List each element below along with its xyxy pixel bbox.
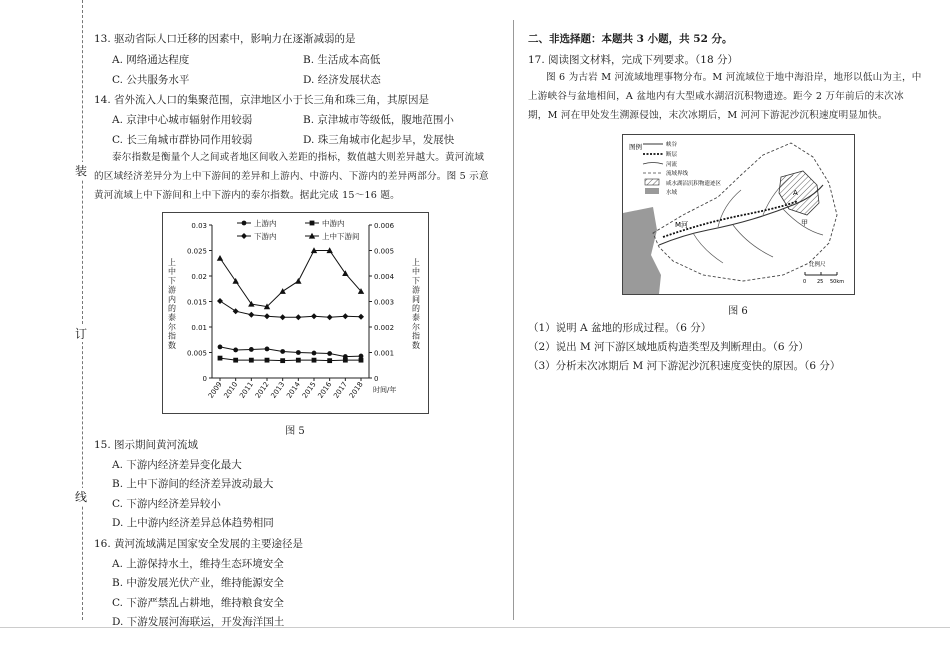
chart-left-axis-label-char: 游 [168, 285, 176, 295]
chart-right-axis-label-char: 泰 [412, 313, 420, 323]
q13-option-b: B. 生活成本高低 [303, 54, 381, 66]
chart-left-tick-label: 0.025 [186, 247, 207, 256]
q13-option-a: A. 网络通达程度 [112, 54, 190, 66]
chart-point-series-1 [296, 358, 301, 363]
chart-point-series-1 [359, 358, 364, 363]
q14-option-d: D. 珠三角城市化起步早，发展快 [303, 134, 455, 146]
chart-point-series-2 [217, 298, 223, 304]
chart-point-series-1 [265, 358, 270, 363]
chart-right-tick-label: 0.001 [374, 349, 395, 358]
intro-line-1: 泰尔指数是衡量个人之间或者地区间收入差距的指标，数值越大则差异越大。黄河流域 [112, 152, 485, 163]
intro-line-3: 黄河流域上中下游间和上中下游内的泰尔指数。据此完成 15～16 题。 [94, 190, 400, 201]
map-legend-deposit: 咸水湖沼沉积物遗迹区 [666, 181, 722, 187]
chart-right-axis-label-char: 尔 [412, 322, 420, 332]
chart-point-series-3 [279, 288, 285, 294]
chart-point-series-0 [296, 350, 301, 355]
chart-left-tick-label: 0.03 [191, 222, 207, 230]
chart-point-series-1 [233, 358, 238, 363]
chart-x-axis-label: 时间/年 [373, 386, 397, 394]
chart-right-axis-label-char: 下 [412, 276, 420, 286]
chart-point-series-0 [233, 348, 238, 353]
q17-sub-1: （1）说明 A 盆地的形成过程。（6 分） [528, 322, 712, 334]
chart-series-line-0 [220, 347, 361, 357]
chart-left-axis-label-char: 下 [168, 276, 176, 286]
map-scale-tick-0: 0 [803, 279, 807, 285]
map-fault [663, 201, 798, 237]
chart-point-series-2 [311, 313, 317, 319]
chart-left-axis-label-char: 的 [168, 304, 176, 313]
chart-point-series-2 [264, 313, 270, 319]
chart-right-tick-label: 0 [374, 375, 379, 383]
chart-right-axis-label-char: 数 [412, 340, 420, 350]
map-legend-deposit-symbol [645, 179, 659, 185]
q17-material-line-2: 上游峡谷与盆地相间，A 盆地内有大型咸水湖沼沉积物遗迹。距今 2 万年前后的末次冰 [528, 91, 904, 102]
chart-series-line-2 [220, 301, 361, 317]
chart-left-tick-label: 0 [202, 375, 207, 383]
map-legend-gorge: 峡谷 [666, 142, 678, 148]
map-label-jia: 甲 [801, 219, 808, 227]
section-2-heading: 二、非选择题：本题共 3 小题，共 52 分。 [528, 33, 733, 45]
chart-legend-marker [242, 221, 247, 226]
chart-x-tick-label: 2013 [269, 380, 287, 400]
chart-point-series-1 [280, 358, 285, 363]
chart-left-tick-label: 0.005 [186, 349, 207, 358]
chart-point-series-0 [218, 344, 223, 349]
map-legend-water: 水域 [666, 190, 678, 196]
chart-left-axis-label-char: 指 [168, 331, 176, 341]
chart-right-axis-label-char: 的 [412, 304, 420, 313]
binding-char-zhuang: 装 [70, 162, 92, 179]
chart-point-series-0 [265, 347, 270, 352]
chart-right-axis-label-char: 指 [412, 331, 420, 341]
q14-stem: 14. 省外流入人口的集聚范围，京津地区小于长三角和珠三角，其原因是 [94, 94, 430, 106]
chart-point-series-2 [295, 314, 301, 320]
map-label-m-river: M河 [675, 221, 689, 229]
chart-left-tick-label: 0.015 [186, 298, 207, 307]
chart-right-tick-label: 0.002 [374, 324, 395, 332]
q13-option-c: C. 公共服务水平 [112, 74, 190, 86]
chart-left-tick-label: 0.01 [191, 324, 207, 332]
q14-option-c: C. 长三角城市群协同作用较弱 [112, 134, 253, 146]
q15-option-c: C. 下游内经济差异较小 [112, 498, 221, 510]
q14-option-a: A. 京津中心城市辐射作用较弱 [112, 114, 253, 126]
q14-option-b: B. 京津城市等级低，腹地范围小 [303, 114, 454, 126]
map-scale-tick-50: 50km [830, 279, 845, 285]
chart-point-series-0 [280, 349, 285, 354]
figure-6-map [622, 134, 855, 295]
chart-x-tick-label: 2016 [316, 380, 334, 400]
chart-point-series-1 [312, 358, 317, 363]
figure-6-caption: 图 6 [728, 306, 748, 317]
map-tributary-2 [733, 225, 773, 257]
chart-x-tick-label: 2014 [285, 380, 302, 400]
chart-right-axis-label-char: 上 [412, 258, 420, 267]
chart-point-series-3 [217, 255, 223, 261]
chart-x-tick-label: 2017 [332, 380, 349, 400]
chart-right-tick-label: 0.005 [374, 247, 395, 256]
chart-left-axis-label-char: 中 [168, 267, 176, 277]
chart-x-tick-label: 2012 [253, 380, 271, 400]
chart-legend-marker [241, 233, 247, 239]
map-svg [623, 135, 854, 294]
chart-left-axis-label-char: 泰 [168, 313, 176, 323]
map-legend-boundary: 流域界线 [666, 171, 689, 177]
q16-option-b: B. 中游发展光伏产业，维持能源安全 [112, 577, 284, 589]
chart-point-series-0 [249, 347, 254, 352]
chart-x-tick-label: 2018 [347, 380, 365, 400]
chart-point-series-1 [343, 358, 348, 363]
intro-line-2: 的区域经济差异分为上中下游间的差异和上游内、中游内、下游内的差异两部分。图 5 示意 [94, 171, 489, 182]
chart-point-series-2 [342, 313, 348, 319]
figure-5-caption: 图 5 [285, 426, 305, 437]
chart-x-tick-label: 2009 [206, 380, 224, 400]
chart-legend-marker [310, 221, 315, 226]
q16-option-c: C. 下游严禁乱占耕地，维持粮食安全 [112, 597, 284, 609]
chart-point-series-2 [280, 314, 286, 320]
chart-x-tick-label: 2011 [238, 380, 255, 400]
chart-left-axis-label-char: 数 [168, 340, 176, 350]
chart-point-series-3 [248, 301, 254, 307]
map-legend-river-symbol [643, 163, 663, 165]
chart-point-series-1 [218, 356, 223, 361]
binding-line [82, 0, 83, 620]
q13-option-d: D. 经济发展状态 [303, 74, 381, 86]
q17-sub-2: （2）说出 M 河下游区域地质构造类型及判断理由。（6 分） [528, 341, 809, 353]
q17-material-line-1: 图 6 为古岩 M 河流域地理事物分布。M 河流域位于地中海沿岸，地形以低山为主，中 [546, 72, 922, 83]
q17-stem: 17. 阅读图文材料，完成下列要求。（18 分） [528, 54, 738, 66]
chart-left-tick-label: 0.02 [191, 273, 207, 281]
chart-legend-label: 上游内 [254, 219, 277, 228]
map-label-a: A [793, 189, 798, 197]
chart-right-tick-label: 0.003 [374, 298, 395, 307]
chart-point-series-0 [312, 351, 317, 356]
chart-series-line-3 [220, 251, 361, 307]
map-tributary-1 [693, 233, 723, 263]
map-scale-tick-25: 25 [817, 279, 824, 285]
chart-series-line-1 [220, 358, 361, 361]
binding-char-ding: 订 [70, 325, 92, 342]
q16-stem: 16. 黄河流域满足国家安全发展的主要途径是 [94, 538, 304, 550]
map-scale-title: 比例尺 [809, 262, 826, 268]
q15-option-a: A. 下游内经济差异变化最大 [112, 459, 242, 471]
figure-5-chart [163, 213, 428, 413]
intro-paragraph [94, 148, 506, 205]
chart-legend-label: 上中下游间 [322, 232, 360, 241]
chart-point-series-3 [232, 278, 238, 284]
binding-char-xian: 线 [70, 488, 92, 505]
figure-5-frame [162, 212, 429, 414]
chart-point-series-3 [342, 270, 348, 276]
q17-sub-3: （3）分析末次冰期后 M 河下游泥沙沉积速度变快的原因。（6 分） [528, 360, 841, 372]
q17-material [528, 68, 940, 125]
map-legend-river: 河流 [666, 162, 678, 168]
chart-left-axis-label-char: 尔 [168, 322, 176, 332]
map-tributary-5 [718, 190, 741, 227]
chart-point-series-2 [358, 314, 364, 320]
chart-x-tick-label: 2015 [300, 380, 318, 400]
map-legend-water-symbol [645, 188, 659, 194]
q15-option-d: D. 上中游内经济差异总体趋势相同 [112, 517, 274, 529]
q16-option-a: A. 上游保持水土，维持生态环境安全 [112, 558, 284, 570]
chart-point-series-3 [295, 278, 301, 284]
chart-right-tick-label: 0.004 [374, 273, 395, 281]
chart-right-axis-label-char: 中 [412, 267, 420, 277]
chart-point-series-1 [327, 358, 332, 363]
chart-right-axis-label-char: 游 [412, 285, 420, 295]
chart-point-series-2 [233, 308, 239, 314]
chart-legend-label: 下游内 [254, 232, 277, 241]
chart-point-series-0 [327, 351, 332, 356]
q15-option-b: B. 上中下游间的经济差异波动最大 [112, 478, 274, 490]
q17-material-line-3: 期，M 河在甲处发生溯源侵蚀，末次冰期后，M 河河下游泥沙沉积速度明显加快。 [528, 110, 888, 121]
q15-stem: 15. 图示期间黄河流域 [94, 439, 199, 451]
chart-left-axis-label-char: 内 [168, 294, 176, 304]
chart-x-tick-label: 2010 [222, 380, 240, 400]
q13-stem: 13. 驱动省际人口迁移的因素中，影响力在逐渐减弱的是 [94, 33, 356, 45]
map-sea-area [623, 207, 661, 294]
q16-option-d: D. 下游发展河海联运，开发海洋国土 [112, 616, 285, 628]
chart-left-axis-label-char: 上 [168, 258, 176, 267]
chart-point-series-1 [249, 358, 254, 363]
chart-right-tick-label: 0.006 [374, 222, 395, 230]
chart-right-axis-label-char: 间 [412, 294, 420, 304]
chart-legend-label: 中游内 [322, 219, 345, 228]
map-legend-fault: 断层 [666, 152, 678, 158]
chart-point-series-2 [327, 314, 333, 320]
map-legend-title: 图例 [629, 143, 642, 151]
chart-point-series-2 [248, 312, 254, 318]
column-divider [513, 20, 514, 620]
